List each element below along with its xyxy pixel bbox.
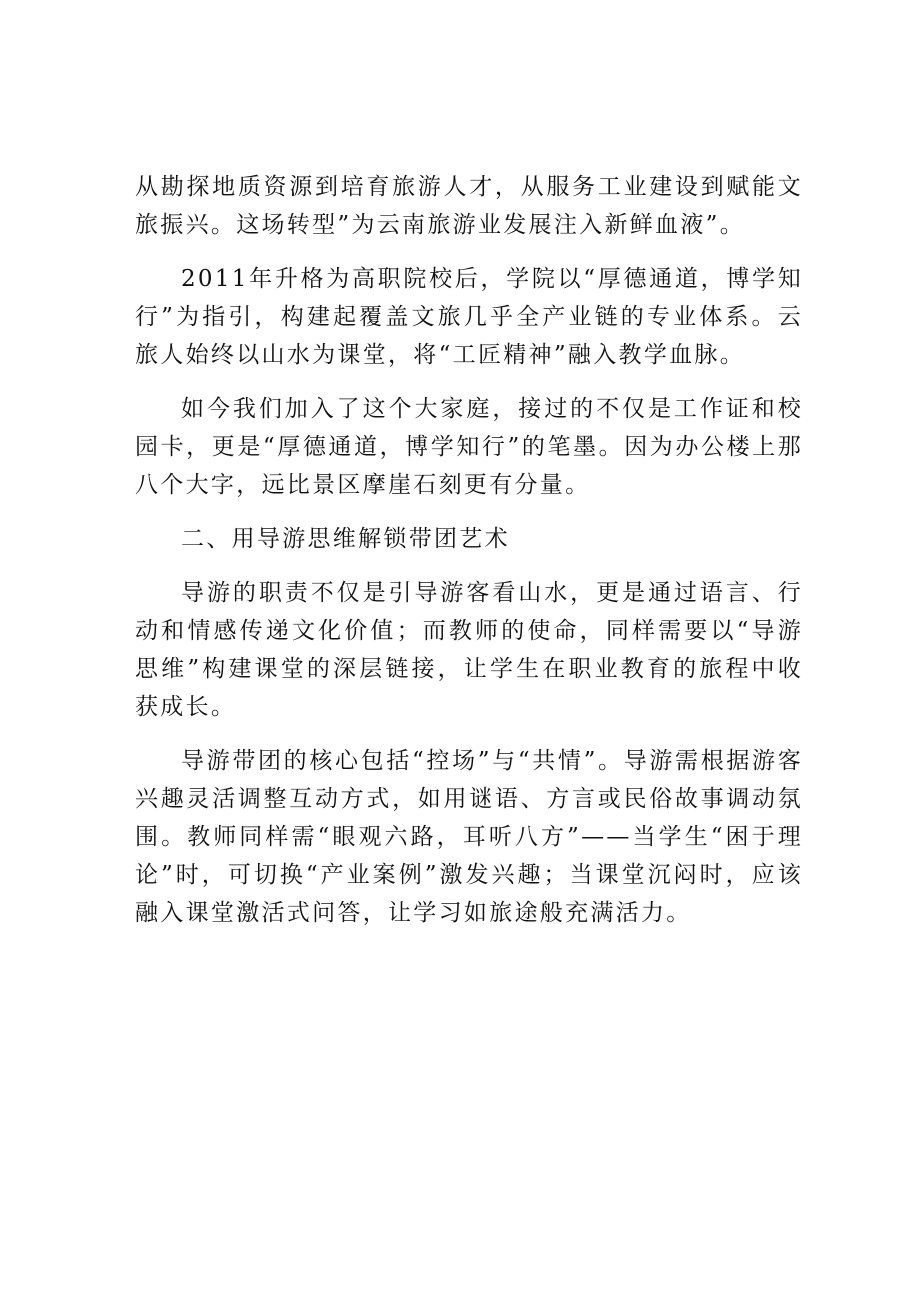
section-heading: 二、用导游思维解锁带团艺术 (181, 526, 510, 552)
paragraph-transformation: 从勘探地质资源到培育旅游人才，从服务工业建设到赋能文旅振兴。这场转型”为云南旅游业发展注入新鲜血液”。 (135, 174, 803, 238)
paragraph-guide-duty: 导游的职责不仅是引导游客看山水，更是通过语言、行动和情感传递文化价值；而教师的使命，同样需要以“导游思维”构建课堂的深层链接，让学生在职业教育的旅程中收获成长。 (135, 580, 803, 720)
paragraph-joining-family: 如今我们加入了这个大家庭，接过的不仅是工作证和校园卡，更是“厚德通道，博学知行”的笔墨。因为办公楼上那八个大字，远比景区摩崖石刻更有分量。 (135, 396, 803, 498)
paragraph-upgrade-2011: 2011年升格为高职院校后，学院以“厚德通道，博学知行”为指引，构建起覆盖文旅几乎全产业链的专业体系。云旅人始终以山水为课堂，将“工匠精神”融入教学血脉。 (135, 266, 803, 368)
document-body (135, 168, 803, 948)
paragraph-control-empathy: 导游带团的核心包括“控场”与“共情”。导游需根据游客兴趣灵活调整互动方式，如用谜语、方言或民俗故事调动氛围。教师同样需“眼观六路，耳听八方”——当学生“困于理论”时，可切换“产业案例”激发兴趣；当课堂沉闷时，应该融入课堂激活式问答，让学习如旅途般充满活力。 (135, 748, 803, 926)
